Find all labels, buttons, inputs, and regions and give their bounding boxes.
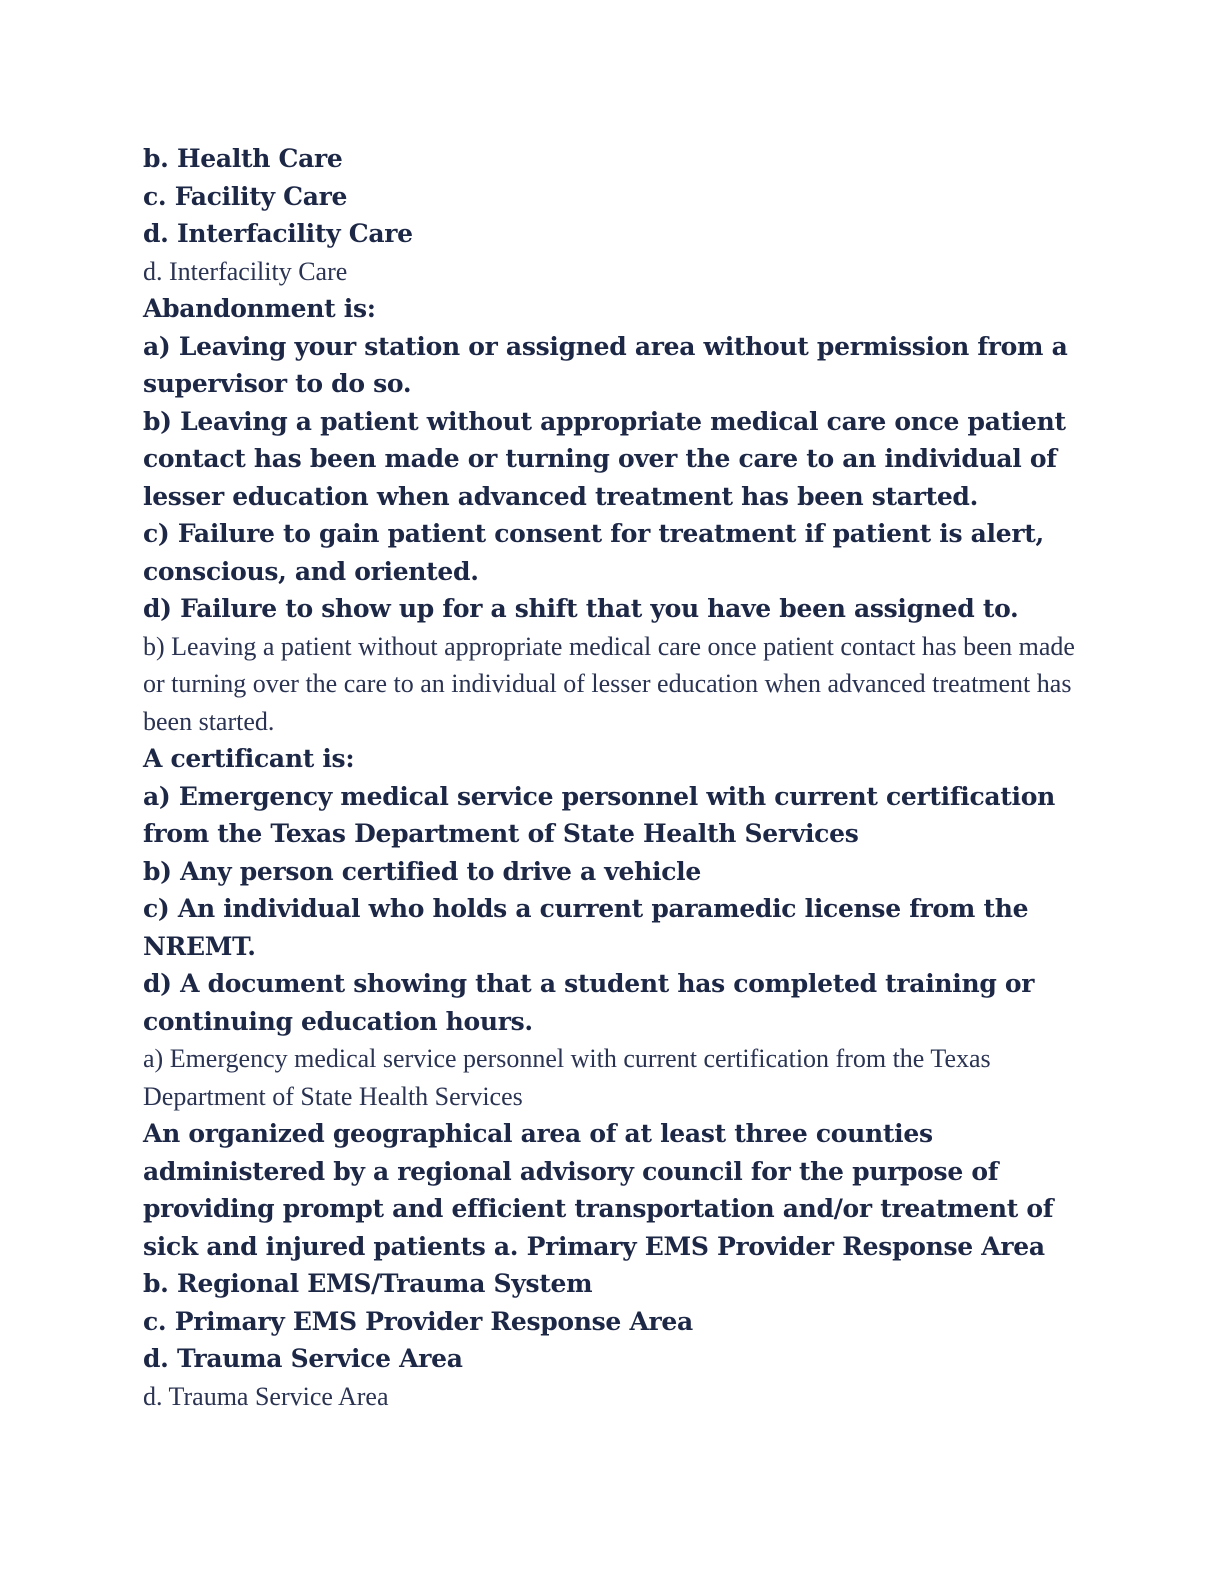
option-d-abandonment: d) Failure to show up for a shift that you have been assigned to. [143,594,1019,623]
option-a-certificant: a) Emergency medical service personnel with current certification from the Texas Department of State Health Services [143,781,1055,848]
option-b-certificant: b) Any person certified to drive a vehicle [143,856,701,886]
option-c-abandonment: c) Failure to gain patient consent for treatment if patient is alert, conscious, and oriented. [143,519,1044,586]
option-d-certificant: d) A document showing that a student has completed training or continuing education hours. [143,969,1035,1036]
option-d-trauma-service-area: d. Trauma Service Area [143,1344,463,1373]
answer-abandonment: b) Leaving a patient without appropriate medical care once patient contact has been made or turning over the care to an individual of lesser education when advanced treatment has been started. [143,631,1075,736]
option-d-interfacility-care: d. Interfacility Care [143,219,413,248]
option-b-health-care: b. Health Care [143,144,343,173]
question-certificant: A certificant is: [143,744,355,773]
option-a-abandonment: a) Leaving your station or assigned area without permission from a supervisor to do so. [143,331,1068,398]
question-geographical-area: An organized geographical area of at least three counties administered by a regional advisory council for the purpose of providing prompt and efficient transportation and/or treatment of sick and injured patients a. Primary EMS Provider Response Area [143,1119,1054,1261]
answer-certificant: a) Emergency medical service personnel with current certification from the Texas Department of State Health Services [143,1044,991,1111]
option-c-facility-care: c. Facility Care [143,181,348,211]
document-page [143,140,1078,1415]
option-b-abandonment: b) Leaving a patient without appropriate medical care once patient contact has been made or turning over the care to an individual of lesser education when advanced treatment has been started. [143,406,1066,511]
option-b-regional-ems: b. Regional EMS/Trauma System [143,1269,593,1298]
option-c-primary-ems: c. Primary EMS Provider Response Area [143,1306,693,1336]
answer-interfacility-care: d. Interfacility Care [143,256,348,286]
option-c-certificant: c) An individual who holds a current paramedic license from the NREMT. [143,894,1029,961]
answer-trauma-service-area: d. Trauma Service Area [143,1381,389,1411]
question-abandonment: Abandonment is: [143,294,376,323]
